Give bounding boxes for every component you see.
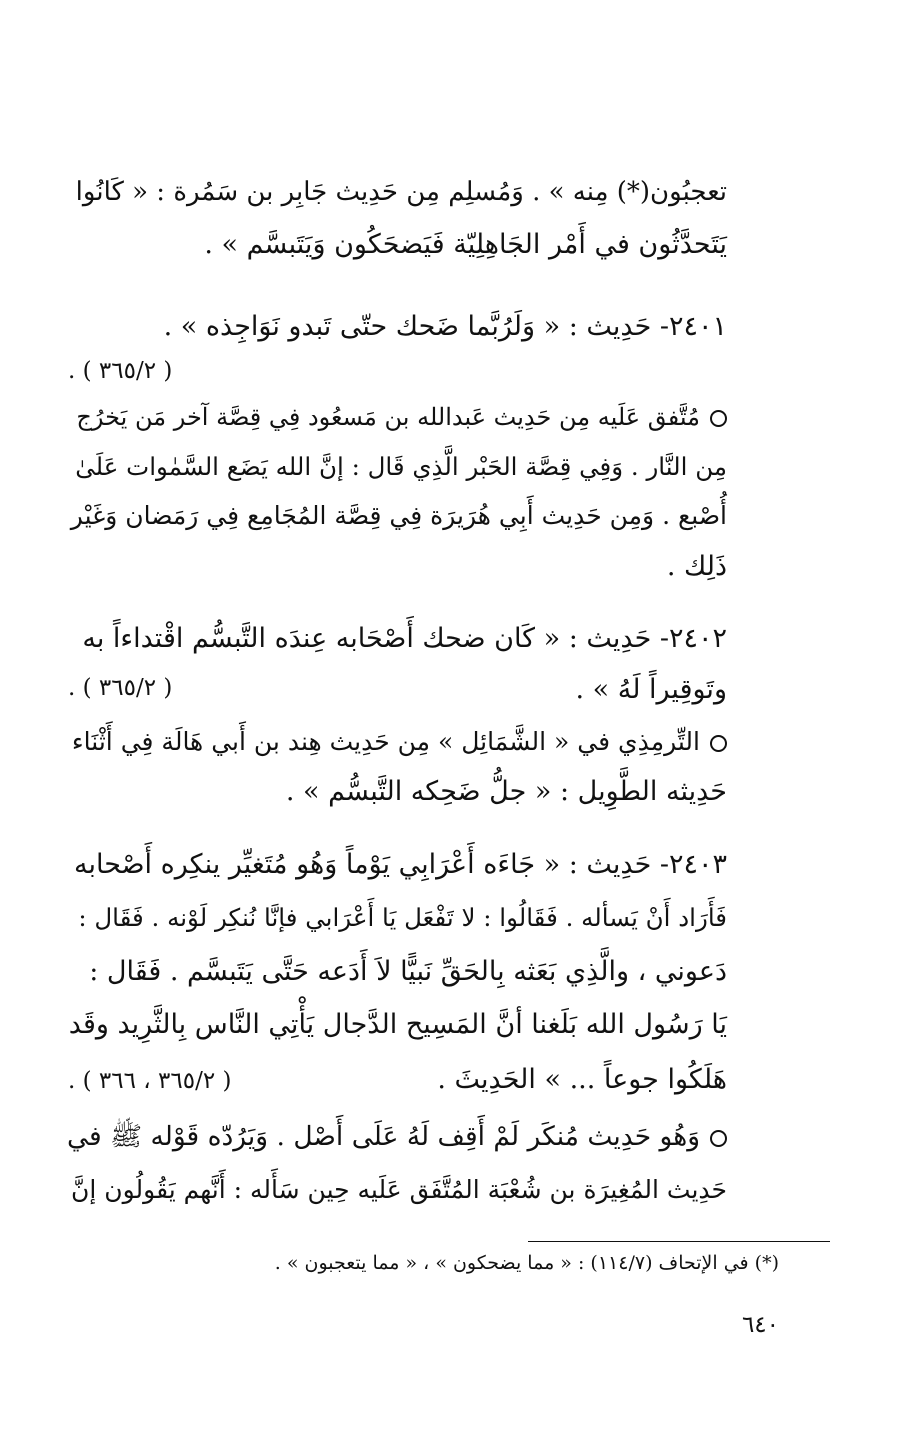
circle-bullet-icon — [710, 1130, 727, 1147]
text-line: فَأَرَاد أَنْ يَسأله . فَقَالُوا : لا تَفْعَل يَا أَعْرَابي فإنَّا نُنكِر لَوْنه . فَقَال : — [78, 903, 727, 932]
text-line: مِن النَّار . وَفِي قِصَّة الحَبْر الَّذِي قَال : إنَّ الله يَضَع السَّمٰوات عَلَىٰ — [75, 452, 727, 481]
hadith-2401-heading: ٢٤٠١- حَدِيث : « وَلَرُبَّما ضَحك حتّى تَبدو نَوَاجِذه » . — [163, 311, 727, 342]
commentary-line — [67, 720, 727, 764]
text-line: تعجبُون(*) مِنه » . وَمُسلِم مِن حَدِيث جَابِر بن سَمُرة : « كَانُوا — [75, 177, 727, 207]
text-line: دَعوني ، والَّذِي بَعَثه بِالحَقِّ نَبيًّا لاَ أَدَعه حَتَّى يَتَبسَّم . فَقَال : — [89, 956, 727, 987]
circle-bullet-icon — [710, 410, 727, 427]
text-line: أُصْبع . وَمِن حَدِيث أَبِي هُرَيرَة فِي قِصَّة المُجَامِع فِي رَمَضان وَغَيْر — [70, 501, 727, 530]
text-line: يَا رَسُول الله بَلَغنا أنَّ المَسِيح الدَّجال يَأْتِي النَّاس بِالثَّرِيد وقَد — [68, 1009, 727, 1040]
circle-bullet-icon — [710, 735, 727, 752]
text-line: حَدِيثه الطَّوِيل : « جلُّ ضَحِكه التَّبسُّم » . — [285, 776, 727, 807]
footnote-divider — [528, 1241, 830, 1242]
footnote: (*) في الإتحاف (١١٤/٧) : « مما يضحكون » ، « مما يتعجبون » . — [274, 1252, 779, 1274]
reference-2402: ( ٣٦٥/٢ ) . — [68, 675, 173, 701]
text-line: حَدِيث المُغِيرَة بن شُعْبَة المُتَّفَق عَلَيه حِين سَأَله : أَنَّهم يَقُولُون إنَّ — [71, 1175, 727, 1204]
text-line: مُتَّفق عَلَيه مِن حَدِيث عَبدالله بن مَسعُود فِي قِصَّة آخر مَن يَخرُج — [76, 403, 700, 431]
hadith-2402-heading: ٢٤٠٢- حَدِيث : « كَان ضحك أَصْحَابه عِندَه التَّبسُّم اقْتداءاً به — [82, 623, 727, 654]
commentary-line — [67, 395, 727, 439]
text-line: يَتَحدَّثُون في أَمْر الجَاهِلِيّة فَيَضحَكُون وَيَتَبسَّم » . — [204, 229, 727, 260]
commentary-line — [67, 1115, 727, 1159]
text-line: هَلَكُوا جوعاً ... » الحَدِيثَ . — [437, 1064, 727, 1095]
text-line: ذَلِك . — [666, 551, 727, 582]
reference-2401: ( ٣٦٥/٢ ) . — [68, 358, 173, 384]
text-line: وَهُو حَدِيث مُنكَر لَمْ أَقِف لَهُ عَلَى أَصْل . وَيَرُدّه قَوْله ﷺ في — [66, 1121, 700, 1152]
page-number: ٦٤٠ — [741, 1312, 779, 1338]
text-line: التِّرمِذِي في « الشَّمَائِل » مِن حَدِيث هِند بن أَبي هَالَة فِي أَثْنَاء — [71, 727, 700, 756]
reference-2403: ( ٣٦٥/٢ ، ٣٦٦ ) . — [68, 1068, 232, 1094]
text-line: وتَوقِيراً لَهُ » . — [575, 674, 727, 705]
hadith-2403-heading: ٢٤٠٣- حَدِيث : « جَاءَه أَعْرَابِي يَوْماً وَهُو مُتَغيِّر ينكِره أَصْحابه — [73, 849, 727, 880]
